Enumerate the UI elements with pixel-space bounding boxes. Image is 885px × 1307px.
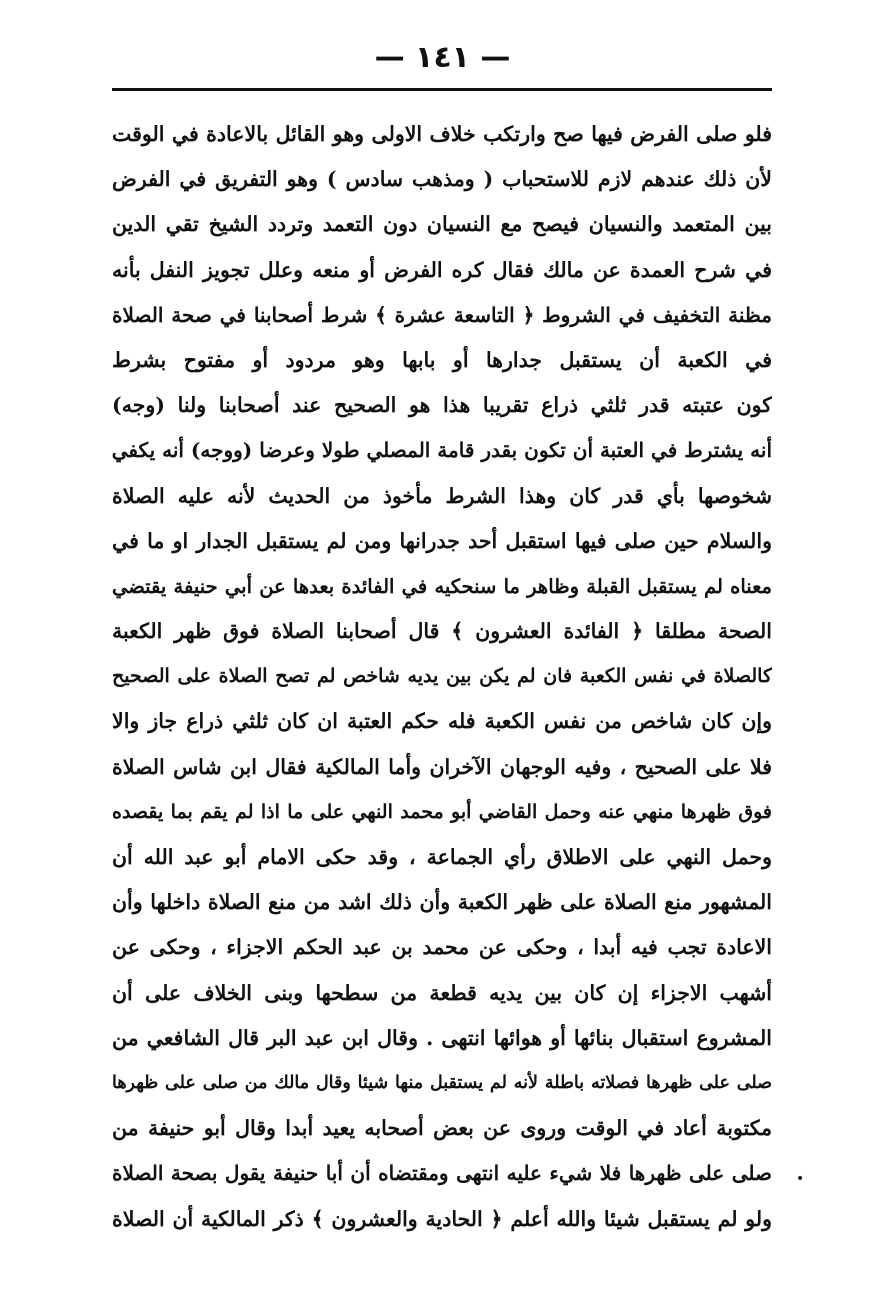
text-line: أشهب الاجزاء إن كان بين يديه قطعة من سطحها وبنى الخلاف على أن	[112, 980, 772, 1005]
text-line: كالصلاة في نفس الكعبة فان لم يكن بين يديه شاخص لم تصح الصلاة على الصحيح	[112, 665, 772, 688]
body-text	[112, 112, 772, 1242]
text-line: أنه يشترط في العتبة أن تكون بقدر قامة المصلي طولا وعرضا (ووجه) أنه يكفي	[112, 438, 772, 463]
text-line: معناه لم يستقبل القبلة وظاهر ما سنحكيه في الفائدة بعدها عن أبي حنيفة يقتضي	[112, 574, 772, 598]
text-line: ولو لم يستقبل شيئا والله أعلم ﴿ الحادية والعشرون ﴾ ذكر المالكية أن الصلاة	[112, 1206, 772, 1231]
text-line: صلى على ظهرها فصلاته باطلة لأنه لم يستقبل منها شيئا وقال مالك من صلى على ظهرها	[112, 1072, 772, 1093]
text-line: وإن كان شاخص من نفس الكعبة فله حكم العتبة ان كان ثلثي ذراع جاز والا	[112, 709, 772, 734]
text-line: فوق ظهرها منهي عنه وحمل القاضي أبو محمد النهي على ما اذا لم يقم بما يقصده	[112, 800, 772, 823]
text-line: فلو صلى الفرض فيها صح وارتكب خلاف الاولى وهو القائل بالاعادة في الوقت	[112, 122, 772, 146]
text-line: في الكعبة أن يستقبل جدارها أو بابها وهو مردود أو مفتوح بشرط	[112, 347, 772, 372]
text-line: وحمل النهي على الاطلاق رأي الجماعة ، وقد حكى الامام أبو عبد الله أن	[112, 845, 772, 869]
page-number: — ١٤١ —	[374, 40, 511, 75]
text-line: مكتوبة أعاد في الوقت وروى عن بعض أصحابه يعيد أبدا وقال أبو حنيفة من	[112, 1116, 772, 1141]
text-line: المشروع استقبال بنائها أو هوائها انتهى . وقال ابن عبد البر قال الشافعي من	[112, 1025, 772, 1050]
text-line: والسلام حين صلى فيها استقبل أحد جدرانها ومن لم يستقبل الجدار او ما في	[112, 528, 772, 553]
text-line: فلا على الصحيح ، وفيه الوجهان الآخران وأما المالكية فقال ابن شاس الصلاة	[112, 754, 772, 779]
text-line: كون عتبته قدر ثلثي ذراع تقريبا هذا هو الصحيح عند أصحابنا ولنا (وجه)	[112, 393, 772, 418]
text-line: شخوصها بأي قدر كان وهذا الشرط مأخوذ من الحديث لأنه عليه الصلاة	[112, 483, 772, 508]
text-line: صلى على ظهرها فلا شيء عليه انتهى ومقتضاه أن أبا حنيفة يقول بصحة الصلاة	[112, 1161, 772, 1186]
text-line: الاعادة تجب فيه أبدا ، وحكى عن محمد بن عبد الحكم الاجزاء ، وحكى عن	[112, 935, 772, 960]
text-line: بين المتعمد والنسيان فيصح مع النسيان دون التعمد وتردد الشيخ تقي الدين	[112, 212, 772, 237]
header-rule	[112, 88, 772, 91]
text-line: الصحة مطلقا ﴿ الفائدة العشرون ﴾ قال أصحابنا الصلاة فوق ظهر الكعبة	[112, 619, 772, 644]
text-line: المشهور منع الصلاة على ظهر الكعبة وأن ذلك اشد من منع الصلاة داخلها وأن	[112, 890, 772, 915]
margin-mark: •	[796, 1171, 805, 1187]
text-line: لأن ذلك عندهم لازم للاستحباب ( ومذهب سادس ) وهو التفريق في الفرض	[112, 167, 772, 192]
text-line: مظنة التخفيف في الشروط ﴿ التاسعة عشرة ﴾ شرط أصحابنا في صحة الصلاة	[112, 302, 772, 327]
text-line: في شرح العمدة عن مالك فقال كره الفرض أو منعه وعلل تجويز النفل بأنه	[112, 257, 772, 282]
